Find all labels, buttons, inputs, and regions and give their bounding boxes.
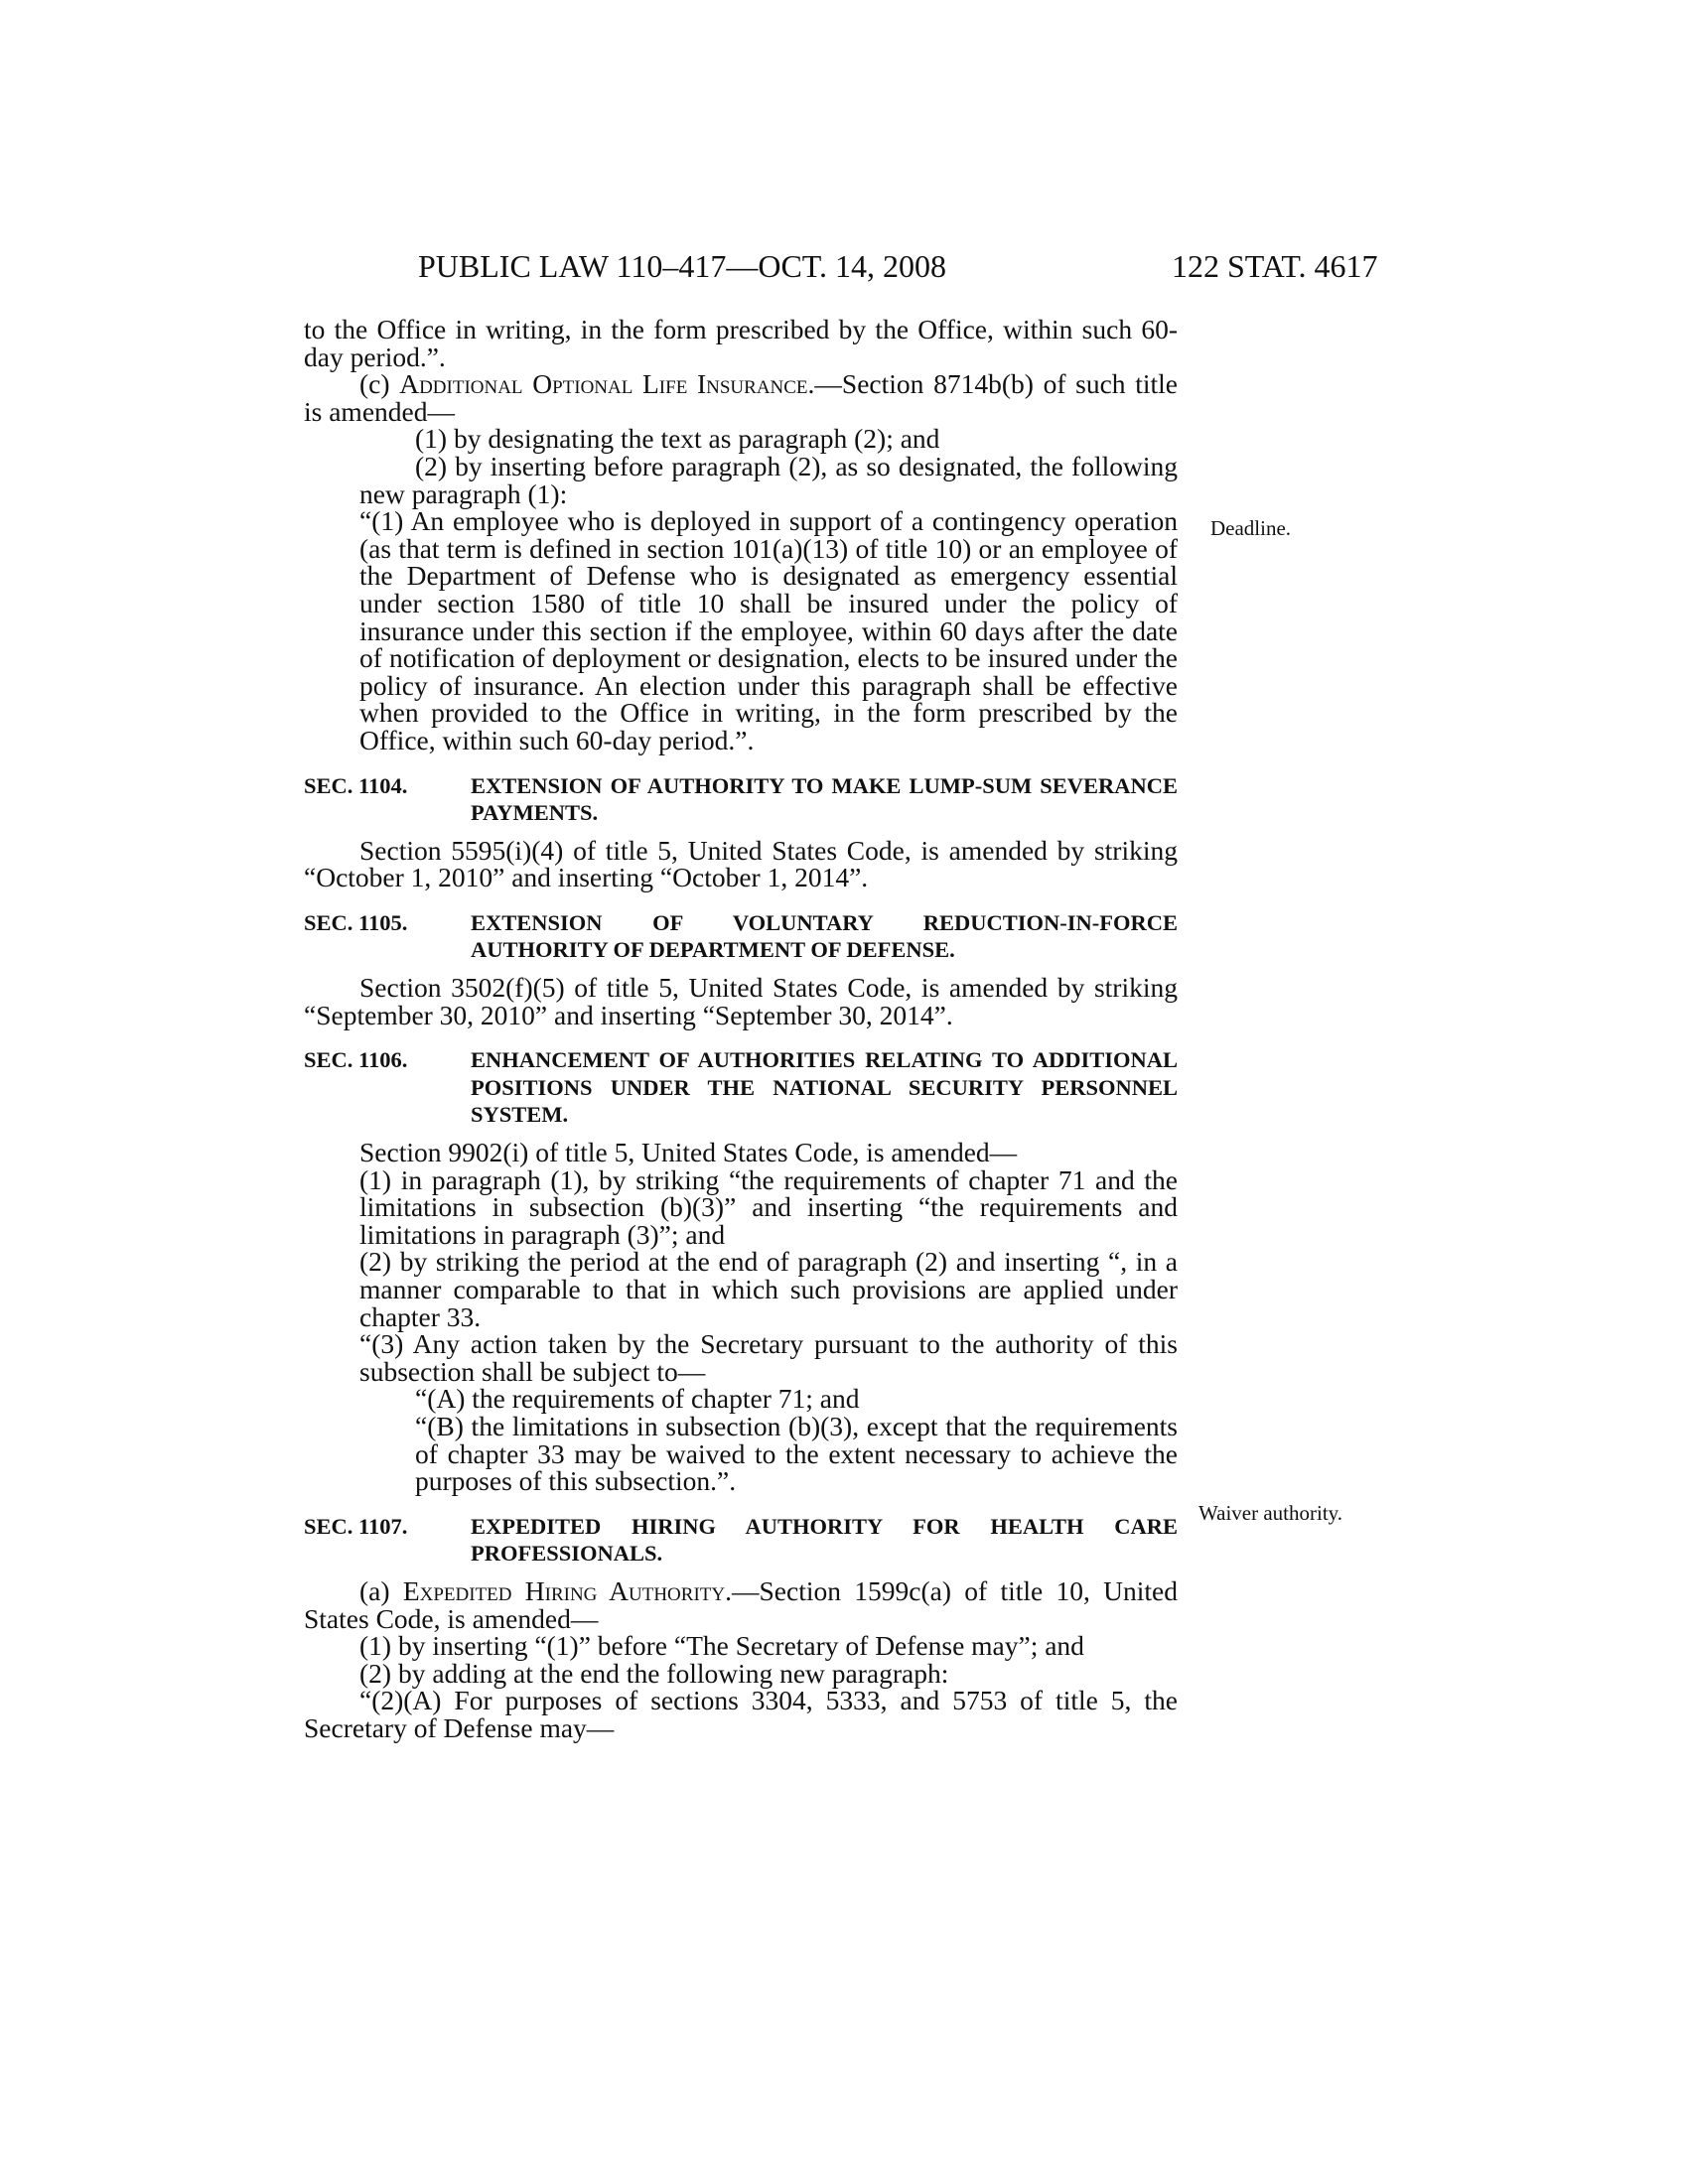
margin-note-deadline: Deadline.: [1210, 516, 1292, 540]
paragraph-1107-a-1: (1) by inserting “(1)” before “The Secretary of Defense may”; and: [359, 1630, 1084, 1662]
section-number-1105: SEC. 1105.: [304, 909, 408, 935]
paragraph-1104: Section 5595(i)(4) of title 5, United States Code, is amended by striking “October 1, 2010” and inserting “October 1, 2014”.: [304, 834, 1178, 893]
margin-note-waiver: Waiver authority.: [1198, 1501, 1343, 1525]
paragraph-new-1: “(1) An employee who is deployed in support of a contingency operation (as that term is defined in section 101(a)(13) of title 10) or an employee of the Department of Defense who is designated as emergency essential under section 1580 of title 10 shall be insured under the policy of insurance under this section if the employee, within 60 days after the date of notification of deployment or designation, elects to be insured under the policy of insurance. An election under this paragraph shall be effective when provided to the Office in writing, in the form prescribed by the Office, within such 60-day period.”.: [359, 505, 1178, 755]
section-heading-1106: [304, 1046, 1178, 1129]
section-title-1105: EXTENSION OF VOLUNTARY REDUCTION-IN-FORCE AUTHORITY OF DEPARTMENT OF DEFENSE.: [471, 909, 1178, 963]
header-stat-page: 122 STAT. 4617: [1172, 248, 1378, 284]
paragraph-continuation: to the Office in writing, in the form prescribed by the Office, within such 60-day period.”.: [304, 314, 1178, 372]
paragraph-1107-a-2: (2) by adding at the end the following new paragraph:: [359, 1657, 949, 1689]
section-title-1107: EXPEDITED HIRING AUTHORITY FOR HEALTH CARE PROFESSIONALS.: [471, 1513, 1178, 1567]
running-header: [0, 248, 1688, 288]
paragraph-c-1: (1) by designating the text as paragraph (2); and: [415, 423, 940, 455]
subsection-c-heading: Additional Optional Life Insurance: [399, 368, 808, 400]
paragraph-1106-3: “(3) Any action taken by the Secretary pursuant to the authority of this subsection shall be subject to—: [359, 1328, 1178, 1387]
paragraph-1106-3-b: “(B) the limitations in subsection (b)(3), except that the requirements of chapter 33 may be waived to the extent necessary to achieve the purposes of this subsection.”.: [415, 1410, 1178, 1497]
subsection-a-heading: Expedited Hiring Authority: [402, 1574, 726, 1606]
section-heading-1105: [304, 909, 1178, 964]
paragraph-1107-new-2: “(2)(A) For purposes of sections 3304, 5333, and 5753 of title 5, the Secretary of Defense may—: [304, 1685, 1178, 1743]
section-heading-1107: [304, 1513, 1178, 1568]
paragraph-1106-intro: Section 9902(i) of title 5, United States Code, is amended—: [359, 1137, 1018, 1168]
paragraph-1105: Section 3502(f)(5) of title 5, United States Code, is amended by striking “September 30, 2010” and inserting “September 30, 2014”.: [304, 972, 1178, 1030]
paragraph-1106-3-a: “(A) the requirements of chapter 71; and: [415, 1383, 860, 1415]
subsection-c-text: .—Section 8714b(b) of such title is amended—: [304, 368, 1178, 427]
paragraph-1106-1: (1) in paragraph (1), by striking “the requirements of chapter 71 and the limitations in subsection (b)(3)” and inserting “the requirements and limitations in paragraph (3)”; and: [359, 1163, 1178, 1250]
paragraph-c-2: (2) by inserting before paragraph (2), as so designated, the following new paragraph (1):: [359, 450, 1178, 509]
header-title: PUBLIC LAW 110–417—OCT. 14, 2008: [418, 248, 946, 284]
paragraph-1106-2: (2) by striking the period at the end of paragraph (2) and inserting “, in a manner comparable to that in which such provisions are applied under chapter 33.: [359, 1246, 1178, 1332]
subsection-c-label: (c): [359, 368, 400, 400]
section-number-1106: SEC. 1106.: [304, 1047, 408, 1073]
document-body: [304, 316, 1178, 1742]
section-title-1106: ENHANCEMENT OF AUTHORITIES RELATING TO ADDITIONAL POSITIONS UNDER THE NATIONAL SECURITY PERSONNEL SYSTEM.: [471, 1047, 1178, 1128]
section-heading-1104: [304, 772, 1178, 827]
subsection-a-text: .—Section 1599c(a) of title 10, United States Code, is amended—: [304, 1574, 1178, 1634]
subsection-a-label: (a): [359, 1574, 403, 1606]
section-title-1104: EXTENSION OF AUTHORITY TO MAKE LUMP-SUM SEVERANCE PAYMENTS.: [471, 772, 1178, 826]
section-number-1104: SEC. 1104.: [304, 772, 408, 798]
section-number-1107: SEC. 1107.: [304, 1513, 408, 1539]
paragraph-1107-a: [304, 1574, 1178, 1634]
paragraph-subsection-c: [304, 370, 1178, 425]
